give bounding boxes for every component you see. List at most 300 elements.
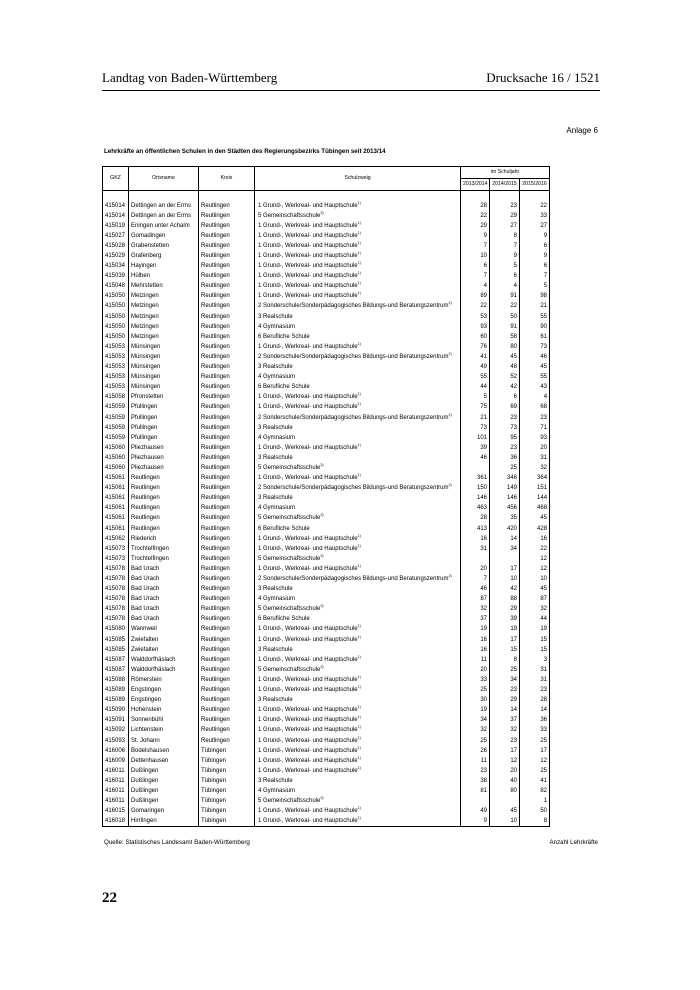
- cell-gkz: [103, 574, 129, 584]
- cell-2014-2015: [490, 655, 520, 665]
- cell-kreis-text: Tübingen: [201, 808, 227, 815]
- cell-2015-2016: [520, 503, 550, 513]
- cell-ortsname: [129, 402, 199, 412]
- cell-2014-2015-text: 27: [510, 222, 517, 229]
- footnote-marker: 2): [448, 412, 452, 417]
- cell-schulzweig: [255, 251, 461, 261]
- cell-gkz: [103, 776, 129, 786]
- cell-kreis-text: Reutlingen: [201, 253, 230, 260]
- cell-2013-2014: [461, 211, 490, 221]
- cell-kreis: [199, 554, 255, 564]
- cell-2015-2016: [520, 362, 550, 372]
- cell-schulzweig: [255, 342, 461, 352]
- cell-kreis: [199, 564, 255, 574]
- cell-ortsname: [129, 564, 199, 574]
- footnote-marker: 1): [357, 291, 361, 296]
- cell-2015-2016: [520, 554, 550, 564]
- cell-2013-2014: [461, 231, 490, 241]
- cell-ortsname-text: Eningen unter Achalm: [131, 222, 190, 229]
- cell-kreis-text: Reutlingen: [201, 636, 230, 643]
- cell-2013-2014-text: 19: [480, 707, 487, 714]
- cell-schulzweig-text: 1 Grund-, Werkreal- und Hauptschule: [258, 202, 358, 209]
- cell-2015-2016: [520, 493, 550, 503]
- footnote-marker: 2): [448, 483, 452, 488]
- cell-2013-2014: [461, 281, 490, 291]
- cell-gkz: [103, 816, 129, 826]
- cell-kreis: [199, 412, 255, 422]
- cell-kreis-text: Reutlingen: [201, 687, 230, 694]
- cell-2013-2014-text: 29: [480, 222, 487, 229]
- table-row: [103, 493, 550, 503]
- table-row: [103, 715, 550, 725]
- cell-2015-2016: [520, 746, 550, 756]
- cell-2014-2015: [490, 816, 520, 826]
- cell-schulzweig-text: 4 Gymnasium: [258, 787, 296, 794]
- cell-2015-2016: [520, 725, 550, 735]
- cell-2014-2015: [490, 463, 520, 473]
- cell-2015-2016: [520, 473, 550, 483]
- col-header-gkz: GKZ: [103, 167, 129, 191]
- cell-gkz-text: 415050: [105, 303, 126, 310]
- cell-gkz-text: 415073: [105, 555, 126, 562]
- cell-gkz-text: 415078: [105, 606, 126, 613]
- spacer-row: [103, 191, 550, 201]
- cell-2013-2014-text: 22: [480, 212, 487, 219]
- cell-kreis: [199, 766, 255, 776]
- cell-2015-2016: [520, 301, 550, 311]
- cell-ortsname-text: Reutlingen: [131, 495, 160, 502]
- cell-kreis: [199, 513, 255, 523]
- cell-2015-2016: [520, 332, 550, 342]
- cell-kreis-text: Reutlingen: [201, 495, 230, 502]
- footnote-marker: 1): [357, 725, 361, 730]
- cell-2013-2014-text: 34: [480, 717, 487, 724]
- cell-gkz: [103, 503, 129, 513]
- cell-kreis: [199, 271, 255, 281]
- table-row: [103, 816, 550, 826]
- cell-schulzweig: [255, 594, 461, 604]
- cell-kreis: [199, 301, 255, 311]
- cell-gkz-text: 415078: [105, 616, 126, 623]
- cell-gkz-text: 415053: [105, 343, 126, 350]
- cell-2015-2016: [520, 756, 550, 766]
- cell-2014-2015-text: 34: [510, 545, 517, 552]
- cell-2014-2015: [490, 624, 520, 634]
- table-row: [103, 241, 550, 251]
- cell-kreis-text: Reutlingen: [201, 212, 230, 219]
- cell-2013-2014: [461, 554, 490, 564]
- cell-2015-2016: [520, 715, 550, 725]
- cell-2015-2016: [520, 685, 550, 695]
- cell-2013-2014: [461, 423, 490, 433]
- cell-ortsname-text: Sonnenbühl: [131, 717, 164, 724]
- cell-schulzweig: [255, 423, 461, 433]
- cell-ortsname-text: Pfullingen: [131, 414, 158, 421]
- cell-2013-2014: [461, 412, 490, 422]
- cell-2014-2015-text: 48: [510, 364, 517, 371]
- cell-kreis-text: Tübingen: [201, 777, 227, 784]
- cell-gkz: [103, 584, 129, 594]
- cell-2013-2014-text: 11: [480, 757, 487, 764]
- cell-2013-2014: [461, 766, 490, 776]
- cell-2014-2015: [490, 645, 520, 655]
- footnote-marker: 1): [357, 281, 361, 286]
- cell-ortsname: [129, 453, 199, 463]
- cell-kreis: [199, 725, 255, 735]
- cell-2013-2014-text: 28: [480, 202, 487, 209]
- cell-ortsname-text: Reutlingen: [131, 505, 160, 512]
- cell-kreis-text: Reutlingen: [201, 565, 230, 572]
- cell-2015-2016-text: 73: [540, 343, 548, 350]
- cell-ortsname-text: St. Johann: [131, 737, 160, 744]
- cell-2015-2016-text: 1: [543, 798, 548, 805]
- table-row: [103, 776, 550, 786]
- cell-kreis: [199, 655, 255, 665]
- cell-gkz-text: 415061: [105, 495, 126, 502]
- cell-2013-2014: [461, 594, 490, 604]
- cell-schulzweig-text: 1 Grund-, Werkreal- und Hauptschule: [258, 636, 358, 643]
- table-row: [103, 211, 550, 221]
- cell-2013-2014: [461, 746, 490, 756]
- cell-ortsname: [129, 291, 199, 301]
- cell-2015-2016-text: 14: [540, 707, 548, 714]
- cell-gkz: [103, 402, 129, 412]
- cell-2014-2015: [490, 312, 520, 322]
- cell-gkz: [103, 322, 129, 332]
- cell-2014-2015: [490, 392, 520, 402]
- cell-2013-2014-text: 49: [480, 364, 487, 371]
- cell-2015-2016: [520, 695, 550, 705]
- cell-schulzweig: [255, 503, 461, 513]
- cell-ortsname-text: Reutlingen: [131, 515, 160, 522]
- cell-2014-2015: [490, 241, 520, 251]
- cell-schulzweig-text: 3 Realschule: [258, 454, 293, 461]
- cell-kreis: [199, 473, 255, 483]
- cell-2014-2015-text: 80: [510, 343, 517, 350]
- table-row: [103, 534, 550, 544]
- cell-2013-2014: [461, 806, 490, 816]
- cell-2015-2016-text: 31: [540, 454, 548, 461]
- cell-ortsname-text: Metzingen: [131, 313, 159, 320]
- cell-2013-2014: [461, 544, 490, 554]
- cell-2015-2016-text: 55: [540, 374, 548, 381]
- table-row: [103, 382, 550, 392]
- cell-kreis-text: Reutlingen: [201, 616, 230, 623]
- cell-2013-2014: [461, 715, 490, 725]
- cell-2015-2016-text: 32: [540, 606, 548, 613]
- cell-ortsname-text: Dettingen an der Erms: [131, 212, 192, 219]
- cell-schulzweig-text: 1 Grund-, Werkreal- und Hauptschule: [258, 232, 358, 239]
- table-row: [103, 604, 550, 614]
- cell-2014-2015-text: 23: [510, 414, 517, 421]
- cell-gkz-text: 415028: [105, 242, 126, 249]
- anlage-label: Anlage 6: [566, 126, 598, 135]
- cell-gkz-text: 415059: [105, 424, 126, 431]
- table-row: [103, 735, 550, 745]
- cell-ortsname-text: Metzingen: [131, 323, 159, 330]
- cell-2015-2016: [520, 281, 550, 291]
- cell-schulzweig: [255, 796, 461, 806]
- cell-2015-2016-text: 6: [543, 242, 548, 249]
- cell-gkz-text: 415059: [105, 414, 126, 421]
- cell-2015-2016-text: 44: [540, 616, 548, 623]
- cell-schulzweig-text: 2 Sonderschule/Sonderpädagogisches Bildungs-und Beratungszentrum: [258, 303, 449, 310]
- cell-ortsname-text: Hayingen: [131, 263, 157, 270]
- cell-schulzweig: [255, 241, 461, 251]
- cell-schulzweig-text: 1 Grund-, Werkreal- und Hauptschule: [258, 444, 358, 451]
- cell-2015-2016-text: 41: [540, 777, 548, 784]
- cell-2013-2014: [461, 513, 490, 523]
- cell-2014-2015-text: 50: [510, 313, 517, 320]
- cell-gkz: [103, 251, 129, 261]
- cell-kreis: [199, 503, 255, 513]
- cell-gkz-text: 415058: [105, 394, 126, 401]
- cell-ortsname: [129, 443, 199, 453]
- cell-2015-2016: [520, 453, 550, 463]
- cell-2014-2015: [490, 281, 520, 291]
- cell-2013-2014-text: 49: [480, 808, 487, 815]
- cell-2015-2016: [520, 766, 550, 776]
- cell-2014-2015-text: 35: [510, 515, 517, 522]
- cell-2014-2015: [490, 291, 520, 301]
- cell-schulzweig-text: 6 Berufliche Schule: [258, 616, 310, 623]
- cell-kreis: [199, 574, 255, 584]
- footnote-marker: 1): [357, 230, 361, 235]
- cell-2013-2014: [461, 221, 490, 231]
- cell-2013-2014: [461, 201, 490, 211]
- cell-ortsname: [129, 412, 199, 422]
- cell-gkz: [103, 513, 129, 523]
- cell-2015-2016: [520, 443, 550, 453]
- cell-2013-2014-text: 44: [480, 384, 487, 391]
- footnote-marker: 1): [357, 402, 361, 407]
- cell-2013-2014: [461, 503, 490, 513]
- cell-ortsname-text: Grabenstetten: [131, 242, 170, 249]
- cell-2014-2015: [490, 301, 520, 311]
- cell-schulzweig-text: 4 Gymnasium: [258, 505, 296, 512]
- cell-kreis: [199, 281, 255, 291]
- table-row: [103, 392, 550, 402]
- cell-2015-2016-text: 33: [540, 212, 548, 219]
- cell-kreis: [199, 614, 255, 624]
- cell-schulzweig: [255, 564, 461, 574]
- cell-ortsname: [129, 635, 199, 645]
- cell-kreis-text: Reutlingen: [201, 202, 230, 209]
- cell-kreis-text: Tübingen: [201, 787, 227, 794]
- cell-2014-2015: [490, 534, 520, 544]
- cell-2015-2016: [520, 513, 550, 523]
- cell-ortsname: [129, 231, 199, 241]
- cell-kreis: [199, 211, 255, 221]
- cell-gkz-text: 415080: [105, 626, 126, 633]
- cell-kreis-text: Reutlingen: [201, 737, 230, 744]
- cell-schulzweig: [255, 624, 461, 634]
- cell-2015-2016-text: 82: [540, 787, 548, 794]
- cell-gkz: [103, 624, 129, 634]
- table-row: [103, 746, 550, 756]
- table-row: [103, 685, 550, 695]
- cell-2015-2016: [520, 624, 550, 634]
- cell-2015-2016: [520, 705, 550, 715]
- cell-kreis-text: Tübingen: [201, 747, 227, 754]
- cell-2013-2014: [461, 443, 490, 453]
- cell-schulzweig-text: 1 Grund-, Werkreal- und Hauptschule: [258, 404, 358, 411]
- cell-ortsname: [129, 705, 199, 715]
- cell-kreis: [199, 483, 255, 493]
- cell-2015-2016: [520, 463, 550, 473]
- cell-2013-2014: [461, 332, 490, 342]
- cell-schulzweig-text: 3 Realschule: [258, 495, 293, 502]
- cell-gkz-text: 415029: [105, 253, 126, 260]
- cell-2015-2016: [520, 342, 550, 352]
- cell-2015-2016-text: 16: [540, 535, 548, 542]
- cell-2014-2015-text: 29: [510, 212, 517, 219]
- cell-gkz: [103, 766, 129, 776]
- cell-kreis-text: Reutlingen: [201, 364, 230, 371]
- cell-2015-2016: [520, 776, 550, 786]
- cell-2015-2016: [520, 322, 550, 332]
- cell-schulzweig-text: 1 Grund-, Werkreal- und Hauptschule: [258, 626, 358, 633]
- cell-2014-2015-text: 149: [506, 485, 517, 492]
- cell-gkz-text: 415050: [105, 313, 126, 320]
- cell-2015-2016-text: 36: [540, 717, 548, 724]
- table-row: [103, 624, 550, 634]
- cell-gkz: [103, 352, 129, 362]
- cell-gkz-text: 415061: [105, 485, 126, 492]
- cell-schulzweig: [255, 725, 461, 735]
- cell-2013-2014: [461, 382, 490, 392]
- cell-2015-2016-text: 12: [540, 555, 548, 562]
- cell-gkz-text: 415090: [105, 707, 126, 714]
- cell-ortsname-text: Bodelshausen: [131, 747, 170, 754]
- cell-schulzweig-text: 1 Grund-, Werkreal- und Hauptschule: [258, 263, 358, 270]
- cell-2014-2015: [490, 524, 520, 534]
- cell-gkz: [103, 614, 129, 624]
- col-header-year3: 2015/2016: [520, 179, 550, 191]
- cell-2013-2014: [461, 725, 490, 735]
- cell-kreis: [199, 241, 255, 251]
- cell-2014-2015: [490, 372, 520, 382]
- cell-schulzweig: [255, 473, 461, 483]
- cell-2013-2014-text: 9: [483, 232, 487, 239]
- cell-2014-2015: [490, 735, 520, 745]
- cell-schulzweig: [255, 463, 461, 473]
- cell-schulzweig-text: 3 Realschule: [258, 424, 293, 431]
- footnote-marker: 1): [357, 251, 361, 256]
- cell-2014-2015-text: 40: [510, 777, 517, 784]
- cell-ortsname-text: Wannweil: [131, 626, 157, 633]
- cell-2015-2016: [520, 402, 550, 412]
- cell-2015-2016-text: 9: [543, 232, 548, 239]
- cell-schulzweig: [255, 715, 461, 725]
- cell-ortsname-text: Münsingen: [131, 384, 161, 391]
- cell-kreis: [199, 382, 255, 392]
- cell-ortsname-text: Bad Urach: [131, 616, 160, 623]
- cell-ortsname: [129, 342, 199, 352]
- cell-kreis: [199, 291, 255, 301]
- cell-gkz: [103, 564, 129, 574]
- cell-ortsname: [129, 624, 199, 634]
- cell-ortsname-text: Bad Urach: [131, 596, 160, 603]
- cell-schulzweig: [255, 483, 461, 493]
- cell-kreis: [199, 463, 255, 473]
- cell-2013-2014-text: 28: [480, 515, 487, 522]
- cell-kreis-text: Reutlingen: [201, 333, 230, 340]
- cell-kreis: [199, 402, 255, 412]
- cell-kreis: [199, 342, 255, 352]
- cell-gkz: [103, 695, 129, 705]
- cell-gkz: [103, 786, 129, 796]
- cell-2014-2015: [490, 221, 520, 231]
- cell-2015-2016-text: 25: [540, 737, 548, 744]
- cell-2013-2014: [461, 705, 490, 715]
- cell-2013-2014-text: 81: [480, 787, 487, 794]
- cell-gkz: [103, 412, 129, 422]
- cell-ortsname: [129, 312, 199, 322]
- cell-ortsname: [129, 483, 199, 493]
- cell-schulzweig: [255, 443, 461, 453]
- cell-2015-2016-text: 45: [540, 515, 548, 522]
- cell-schulzweig-text: 1 Grund-, Werkreal- und Hauptschule: [258, 535, 358, 542]
- cell-gkz: [103, 735, 129, 745]
- cell-schulzweig-text: 1 Grund-, Werkreal- und Hauptschule: [258, 767, 358, 774]
- footnote-marker: 1): [357, 654, 361, 659]
- table-row: [103, 412, 550, 422]
- cell-schulzweig-text: 5 Gemeinschaftsschule: [258, 555, 321, 562]
- cell-kreis: [199, 675, 255, 685]
- cell-2015-2016: [520, 271, 550, 281]
- cell-ortsname: [129, 433, 199, 443]
- cell-gkz: [103, 554, 129, 564]
- cell-2014-2015-text: 420: [506, 525, 517, 532]
- table-row: [103, 655, 550, 665]
- cell-gkz-text: 415053: [105, 384, 126, 391]
- table-row: [103, 665, 550, 675]
- cell-ortsname-text: Bad Urach: [131, 606, 160, 613]
- cell-schulzweig-text: 6 Berufliche Schule: [258, 525, 310, 532]
- cell-kreis: [199, 392, 255, 402]
- cell-schulzweig: [255, 635, 461, 645]
- cell-2014-2015-text: 5: [513, 263, 517, 270]
- footnote-marker: 2): [448, 301, 452, 306]
- cell-2015-2016-text: 15: [540, 636, 548, 643]
- cell-2013-2014: [461, 645, 490, 655]
- cell-gkz-text: 415085: [105, 636, 126, 643]
- cell-schulzweig-text: 1 Grund-, Werkreal- und Hauptschule: [258, 737, 358, 744]
- cell-ortsname: [129, 675, 199, 685]
- table-row: [103, 584, 550, 594]
- col-header-year1: 2013/2014: [461, 179, 490, 191]
- cell-2014-2015: [490, 412, 520, 422]
- cell-schulzweig: [255, 524, 461, 534]
- cell-kreis-text: Reutlingen: [201, 656, 230, 663]
- cell-2014-2015: [490, 261, 520, 271]
- cell-2014-2015: [490, 635, 520, 645]
- cell-gkz: [103, 715, 129, 725]
- cell-ortsname: [129, 816, 199, 826]
- cell-2013-2014-text: 5: [483, 394, 487, 401]
- cell-ortsname-text: Münsingen: [131, 374, 161, 381]
- cell-2013-2014-text: 23: [480, 767, 487, 774]
- cell-ortsname: [129, 665, 199, 675]
- cell-2014-2015-text: 19: [510, 626, 517, 633]
- cell-kreis: [199, 624, 255, 634]
- cell-2015-2016: [520, 604, 550, 614]
- cell-2013-2014-text: 87: [480, 596, 487, 603]
- cell-gkz: [103, 705, 129, 715]
- cell-schulzweig: [255, 655, 461, 665]
- cell-2013-2014-text: 60: [480, 333, 487, 340]
